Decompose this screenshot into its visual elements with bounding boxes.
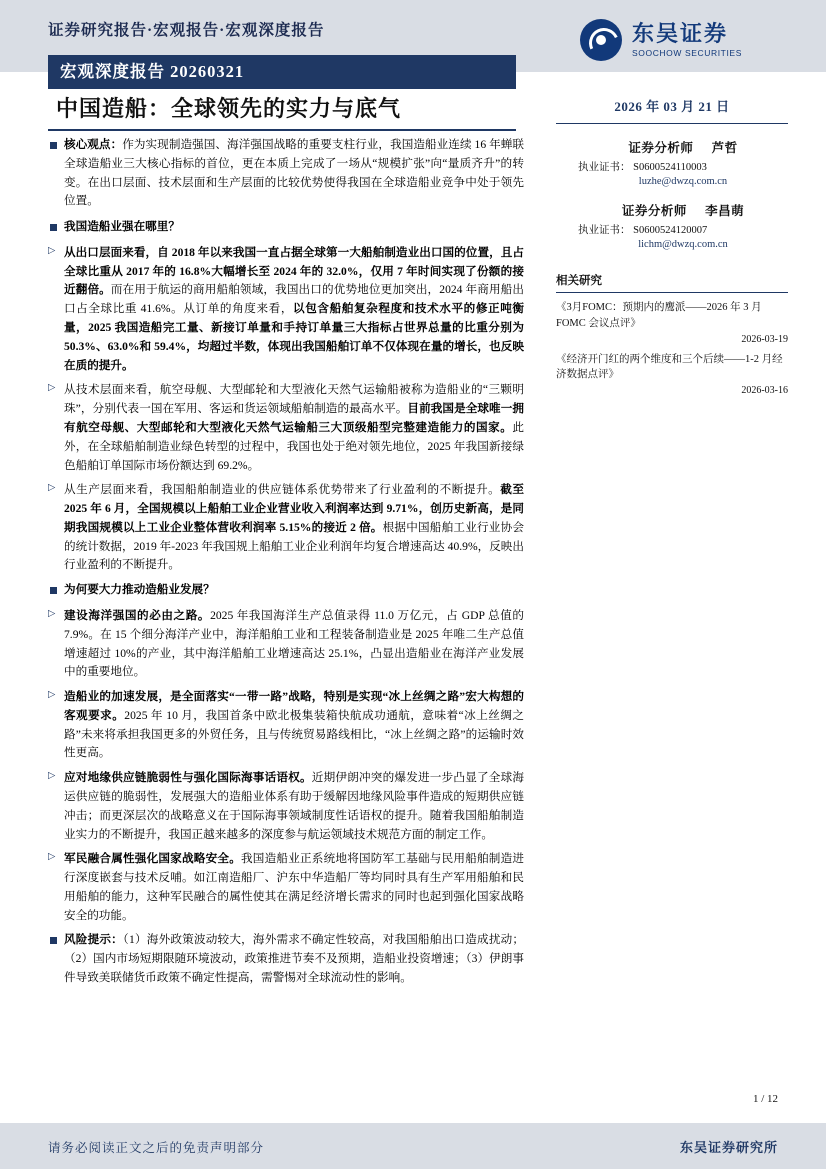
analyst-2-role: 证券分析师 <box>621 204 687 218</box>
section-2-bullet-2 <box>48 688 524 763</box>
s1b3-text-b: 根据中国船舶工业行业协会的统计数据，2019 年-2023 年我国规上船舶工业企业利润年均复合增速高达 40.9%，反映出行业盈利的不断提升。 <box>64 520 524 572</box>
section-1-bullet-1 <box>48 244 524 375</box>
s1b1-bold2: 以包含船舶复杂程度和技术水平的修正吨衡量，2025 我国造船完工量、新接订单量和手持订单量三大指标占世界总量的比重分别为 50.3%、63.0%和 59.4%，均超过半数，体现出我国船舶订单不仅体现在量的增长，也反映在质的提升。 <box>64 302 524 372</box>
related-research-item[interactable]: 《经济开门红的两个维度和三个后续——1-2 月经济数据点评》 <box>556 353 783 381</box>
related-research-date: 2026-03-16 <box>741 385 788 396</box>
related-research-item[interactable]: 《3月FOMC：预期内的鹰派——2026 年 3 月 FOMC 会议点评》 <box>556 302 762 329</box>
section-2-bullet-1 <box>48 607 524 682</box>
analyst-2-license-no: S0600524120007 <box>633 225 708 236</box>
analyst-1-email[interactable]: luzhe@dwzq.com.cn <box>638 176 728 187</box>
soochow-logo-icon <box>580 19 622 61</box>
analyst-1-role: 证券分析师 <box>628 141 694 155</box>
s2b3-rest: 近期伊朗冲突的爆发进一步凸显了全球海运供应链的脆弱性，发展强大的造船业体系有助于缓解因地缘风险事件造成的短期供应链冲击；而更深层次的战略意义在于国际海事领域制度性话语权的提升。随着我国船舶制造业实力的不断提升，我国正越来越多的深度参与航运领域技术规范方面的制定工作。 <box>64 771 524 841</box>
analyst-1-license-no: S0600524110003 <box>633 162 707 173</box>
s1b2-bold-a: 目前我国是全球唯一拥有航空母舰、大型邮轮和大型液化天然气运输船三大顶级船型完整建造能力的国家。 <box>64 402 524 434</box>
report-body <box>48 136 524 995</box>
core-view-paragraph <box>48 136 524 211</box>
page-title: 中国造船：全球领先的实力与底气 <box>48 91 516 131</box>
section-1-bullet-2 <box>48 381 524 475</box>
s1b1-rest: 而在用于航运的商用船舶领域，我国出口的优势地位更加突出，2024 年商用船出口占全球比重 41.6%。从订单的角度来看， <box>64 283 524 316</box>
s2b4-rest: 我国造船业正系统地将国防军工基础与民用船舶制造进行深度嵌套与技术反哺。如江南造船厂、沪东中华造船厂等均同时具有生产军用船舶和民用船舶的能力，这种军民融合的属性使其在满足经济增长需求的同时也起到强化国家战略安全的功能。 <box>64 852 524 922</box>
report-date: 2026 年 03 月 21 日 <box>556 96 788 124</box>
breadcrumb: 证券研究报告·宏观报告·宏观深度报告 <box>48 22 325 39</box>
s1b2-text-a: 从技术层面来看，航空母舰、大型邮轮和大型液化天然气运输船被称为造船业的“三颗明珠”，分别代表一国在军用、客运和货运领域船舶制造的最高水平。 <box>64 383 524 416</box>
section-2-heading-wrap <box>48 581 524 600</box>
section-1-heading <box>48 218 524 237</box>
section-2-bullet-4 <box>48 850 524 925</box>
s1b3-text-a: 从生产层面来看，我国船舶制造业的供应链体系优势带来了行业盈利的不断提升。 <box>64 483 501 497</box>
section-1-heading-text: 我国造船业强在哪里？ <box>64 220 180 234</box>
s2b2-bold: 造船业的加速发展，是全面落实“一带一路”战略，特别是实现“冰上丝绸之路”宏大构想的客观要求。 <box>64 690 524 722</box>
logo-label-cn: 东吴证券 <box>632 20 729 46</box>
report-subtitle-bar: 宏观深度报告 20260321 <box>48 55 516 89</box>
related-research-heading: 相关研究 <box>556 272 788 293</box>
core-view-label: 核心观点： <box>64 138 123 151</box>
section-2-heading <box>48 581 524 600</box>
related-research-date: 2026-03-19 <box>741 333 788 345</box>
s1b3-bold-a: 截至 2025 年 6 月，全国规模以上船舶工业企业营业收入利润率达到 9.71%，创历史新高，是同期我国规模以上工业企业整体营收利润率 5.15%的接近 2 倍。 <box>64 483 524 534</box>
page-number: 1 / 12 <box>752 1093 778 1105</box>
company-logo <box>580 14 788 66</box>
analyst-1 <box>556 138 788 187</box>
risk-section <box>48 931 524 987</box>
footer-disclaimer: 请务必阅读正文之后的免责声明部分 <box>48 1141 265 1155</box>
analyst-2-name: 李昌萌 <box>705 204 745 218</box>
footer-institute: 东吴证券研究所 <box>679 1140 778 1155</box>
s2b1-rest: 2025 年我国海洋生产总值录得 11.0 万亿元，占 GDP 总值的 7.9%。在 15 个细分海洋产业中，海洋船舶工业和工程装备制造业是 2025 年唯二生产总值增速超过 10%的产业，其中海洋船舶工业增速高达 25.1%，凸显出造船业在海洋产业发展中的重要地位。 <box>64 608 524 679</box>
analyst-2-email[interactable]: lichm@dwzq.com.cn <box>638 239 728 250</box>
analyst-1-name: 芦哲 <box>711 141 738 155</box>
s2b1-bold: 建设海洋强国的必由之路。 <box>64 608 211 622</box>
s1b2-text-b: 此外，在全球船舶制造业绿色转型的过程中，我国也处于绝对领先地位，2025 年我国新接绿色船舶订单国际市场份额达到 69.2%。 <box>64 420 524 472</box>
risk-text: （1）海外政策波动较大，海外需求不确定性较高，对我国船舶出口造成扰动；（2）国内市场短期限随环境波动，政策推进节奏不及预期，造船业投资增速；（3）伊朗事件导致美联储货币政策不确定性提高，需警惕对全球流动性的影响。 <box>64 933 524 985</box>
analyst-2 <box>556 201 788 250</box>
section-2-heading-text: 为何要大力推动造船业发展？ <box>64 583 215 597</box>
core-view-text: 作为实现制造强国、海洋强国战略的重要支柱行业，我国造船业连续 16 年蝉联全球造船业三大核心指标的首位，更在本质上完成了一场从“规模扩张”向“量质齐升”的转变。在出口层面、技术层面和生产层面的比较优势使得我国在全球造船业竞争中处于领先位置。 <box>64 138 524 208</box>
logo-label-en: SOOCHOW SECURITIES <box>632 48 742 59</box>
analyst-1-license-label: 执业证书： <box>578 162 631 173</box>
s1b1-bold: 从出口层面来看，自 2018 年以来我国一直占据全球第一大船舶制造业出口国的位置，且占全球比重从 2017 年的 16.8%大幅增长至 2024 年的 32.0%，仅用 7 年时间实现了份额的接近翻倍。 <box>64 245 524 297</box>
meta-column <box>556 96 788 396</box>
section-1-heading-wrap <box>48 218 524 237</box>
s2b3-bold: 应对地缘供应链脆弱性与强化国际海事话语权。 <box>64 771 312 785</box>
analyst-2-license-label: 执业证书： <box>578 225 631 236</box>
s2b2-rest: 2025 年 10 月，我国首条中欧北极集装箱快航成功通航，意味着“冰上丝绸之路”未来将承担我国更多的外贸任务，且与传统贸易路线相比，“冰上丝绸之路”的运输时效性更高。 <box>64 708 524 760</box>
section-1-bullet-3 <box>48 481 524 575</box>
risk-paragraph <box>48 931 524 987</box>
core-view-section <box>48 136 524 211</box>
s2b4-bold: 军民融合属性强化国家战略安全。 <box>64 852 241 866</box>
section-2-bullet-3 <box>48 769 524 844</box>
risk-label: 风险提示： <box>64 933 123 947</box>
